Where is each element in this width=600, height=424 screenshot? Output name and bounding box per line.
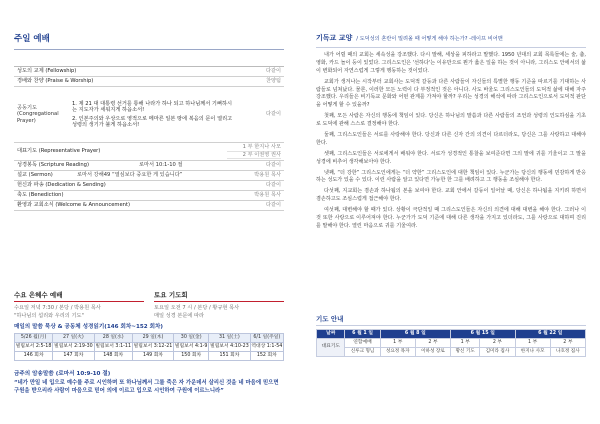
reading-ref: 빌립보서 3:1-11 [94,342,132,351]
duty-service: 연합예배 [345,338,380,347]
row-leader: 박용원 목사 [254,172,281,179]
service-theme: 매일 성경 본문에 따라 [154,312,205,319]
row-label: 설교 (Sermon) [17,172,53,179]
reading-date: 6/1 일(주일) [250,334,283,343]
article-paragraph: 여섯째, 대변해야 할 때가 있다. 상황이 극단적일 때 그리스도인들은 자신의 의견에 대해 대변을 해야 한다. 그러나 이것 또한 사랑으로 이루어져야 한다. 누군가가 도덕 기준에 대해 다른 생각을 가지고 있더라도, 그를 사랑으로 대하며 진리를 말해야 한다. 열린 마음으로 귀를 기울여라. [316,207,586,229]
prayer-row [14,87,284,143]
worship-row [14,201,284,211]
reading-ref-row [15,342,284,351]
duty-person: 황신 기도 [451,347,480,356]
duty-header-row [317,330,586,339]
row-leader: 다같이 [265,182,281,189]
row-leader: 다같이 [265,202,281,209]
wednesday-service [14,291,144,320]
reading-ref: 빌립보서 2:19-30 [53,342,94,351]
reading-date: 5/26 월(月) [15,334,53,343]
row-label: 헌신과 파송 (Dedication & Sending) [17,182,106,189]
column-subtitle: / 도덕성의 혼란이 밀려올 때 어떻게 해야 하는가? -레이프 비어맨 [356,36,503,42]
duty-header: 날짜 [317,330,345,339]
reading-date: 29 일(木) [132,334,173,343]
duty-service: 2 부 [415,338,450,347]
divider [316,325,586,326]
rep-leaders [224,143,284,160]
reading-table [14,333,284,361]
duty-category: 대표기도 [317,338,345,356]
duty-service-row [317,338,586,347]
duty-person: 신루크 형님 [345,347,380,356]
reading-ref: 역대상 1:1-54 [250,342,283,351]
duty-service: 1 부 [515,338,550,347]
prayer-label: 공동기도 (Congregational Prayer) [17,104,59,124]
row-label: 성경봉독 (Scripture Reading) [17,162,89,169]
column-header [316,34,586,48]
reading-ref: 빌립보서 2:5-18 [15,342,53,351]
row-label: 경배와 찬양 (Praise & Worship) [17,78,94,85]
saturday-title: 토요 기도회 [154,291,188,299]
duty-header: 6 월 15 일 [451,330,516,339]
reading-ref: 빌립보서 4:1-9 [174,342,209,351]
prayer-item: 1. 제 21 대 대통령 선거를 통해 나라가 하나 되고 하나님께서 기뻐하시는 지도자가 세워지게 하옵소서! [72,100,232,113]
rep-label: 대표기도 (Representative Prayer) [17,148,101,155]
duty-service: 1 부 [380,338,415,347]
duty-service: 2 부 [550,338,585,347]
saturday-service [154,291,284,320]
article-paragraph: 둘째, 그리스도인들은 서로를 사랑해야 한다. 당신과 다른 신자 간의 의견이 다르더라도, 당신은 그를 사랑하고 대해야 한다. [316,132,586,146]
reading-ref: 빌립보서 4:10-23 [209,342,250,351]
service-info: 수요일 저녁 7:30 / 본당 / 박용원 목사 [14,305,101,312]
service-theme: "하나님의 섭리와 우리의 기도" [14,312,84,319]
duty-header: 6 월 1 일 [345,330,380,339]
rep-prayer-row [14,143,284,161]
rep-leader: 1 부 한지나 사모 [227,144,281,152]
reading-count: 147 회차 [53,351,94,360]
wednesday-title: 수요 은혜수 예배 [14,291,63,299]
worship-order [14,66,284,211]
worship-row [14,191,284,201]
duty-person: 한지나 사모 [515,347,550,356]
worship-row [14,161,284,171]
article-paragraph: 넷째, “더 강한” 그리스도인에게는 “더 약한” 그리스도인에 대한 책임이 있다. 누군가는 당신의 행동에 민감하게 반응하는 성도가 있을 수 있다. 이런 사람을 알고 있다면 가능한 한 그를 배려하고 그 행동을 조심해야 한다. [316,169,586,184]
worship-header [14,34,284,50]
reading-date: 31 일(土) [209,334,250,343]
row-leader: 박용원 목사 [254,192,281,199]
worship-row [14,77,284,87]
service-info: 토요일 오전 7 시 / 본당 / 황규현 목사 [154,305,240,312]
reading-date: 28 일(水) [94,334,132,343]
reading-date: 27 일(火) [53,334,94,343]
divider [14,49,284,50]
duty-service: 2 부 [480,338,515,347]
reading-title: 매일의 말씀 묵상 & 공동체 성경읽기(146 회차~152 회차) [14,324,163,330]
reading-count: 151 회차 [209,351,250,360]
worship-title: 주일 예배 [14,34,50,44]
reading-count: 149 회차 [132,351,173,360]
divider [154,301,284,302]
prayer-list [69,97,236,133]
duty-title: 기도 안내 [316,315,344,323]
reading-count: 152 회차 [250,351,283,360]
duty-person: 김미라 집사 [480,347,515,356]
reading-count: 150 회차 [174,351,209,360]
reading-header-row [15,334,284,343]
article-paragraph: 교회가 생겨나는 시작부터 교회사는 도덕적 갈등과 다른 사람들이 자신들의 특별한 행동 기준을 따르기를 기대하는 사람들로 넘쳐났다. 물론, 이러한 모든 노력이 다 부정적인 것은 아니다. 사도 바울도 그리스도인들의 도덕적 삶에 대해 자주 강조했다. 우리들은 비기독교 문화와 어떤 관계를 가져야 할까? 우리는 성경의 해석에 따라 그리스도인으로서 도덕적 판단을 어떻게 할 수 있을까? [316,78,586,109]
reading-count: 146 회차 [15,351,53,360]
duty-person: 나호정 집사 [550,347,585,356]
column-title: 기독교 교양 [316,34,353,42]
article-paragraph: 첫째, 모든 사람은 자신의 행동에 책임이 있다. 당신은 하나님의 말씀과 다른 사람들의 조언과 성령의 인도하심을 기초로 도덕에 관해 스스로 결정해야 한다. [316,113,586,128]
weekday-services [14,291,284,320]
worship-row [14,181,284,191]
worship-row [14,171,284,181]
reading-ref: 빌립보서 3:12-21 [132,342,173,351]
row-leader: 다같이 [265,68,281,75]
row-leader: 다같이 [265,162,281,169]
duty-person-row [317,347,586,356]
reading-date: 30 일(金) [174,334,209,343]
duty-header: 6 월 8 일 [380,330,450,339]
reading-count-row [15,351,284,360]
column-article [316,52,586,234]
rep-leader: 2 부 이권영 권사 [227,152,281,160]
row-label: 환영과 교회소식 (Welcome & Announcement) [17,202,130,209]
duty-table [316,329,586,357]
divider [316,47,586,48]
worship-row [14,67,284,77]
prayer-item: 2. 인본주의와 우상으로 영적으로 메마른 일본 땅에 복음의 문이 열리고 성령의 생기가 불게 하옵소서! [72,115,233,128]
duty-person: 성요정 목자 [380,347,415,356]
memory-verse-text: “네가 만일 네 입으로 예수를 주로 시인하며 또 하나님께서 그를 죽은 자 가운데서 살리신 것을 네 마음에 믿으면 구원을 받으리라 사람이 마음으로 믿어 의에 이르고 입으로 시인하여 구원에 이르느니라” [14,380,279,394]
reading-count: 148 회차 [94,351,132,360]
prayer-leader: 다같이 [265,111,281,118]
duty-person: 이하성 장로 [415,347,450,356]
divider [14,301,144,302]
row-label: 성도의 교제 (Fellowship) [17,68,77,75]
article-paragraph: 셋째, 그리스도인들은 서로에게서 배워야 한다. 서로가 성경적인 통찰을 보여준다면 그의 말에 귀를 기울이고 그 말을 성경에 비추어 생각해보아야 한다. [316,150,586,165]
duty-service: 1 부 [451,338,480,347]
memory-verse-title: 금주의 암송말씀 (로마서 10:9-10 절) [14,371,111,377]
article-paragraph: 내가 어릴 때의 교회는 세속성을 강조했다. 다시 말해, 세상을 피하라고 말했다. 1950 년대의 교회 목록들에는 술, 춤, 영화, 카드 놀이 등이 있었다. 그리스도인은 '선하다'는 이유만으로 뭔가 옳은 일을 하는 것이 아니라, 그리스도 안에서의 삶이 변화되어 자연스럽게 그렇게 행동하는 것이었다. [316,52,586,74]
article-paragraph: 다섯째, 지교회는 겸손과 하나됨의 본을 보여야 한다. 교회 안에서 갈등이 일어날 때, 당신은 하나됨을 지키려 하면서 겸손하고도 조심스럽게 접근해야 한다. [316,188,586,203]
row-leader: 찬양팀 [265,78,281,85]
row-label: 축도 (Benediction) [17,192,64,199]
duty-header: 6 월 22 일 [515,330,585,339]
row-detail: 로마서 10:1-10 절 [139,162,183,169]
sermon-title: 로마서 강해49 “열심보다 중요한 게 있습니다” [77,172,183,179]
